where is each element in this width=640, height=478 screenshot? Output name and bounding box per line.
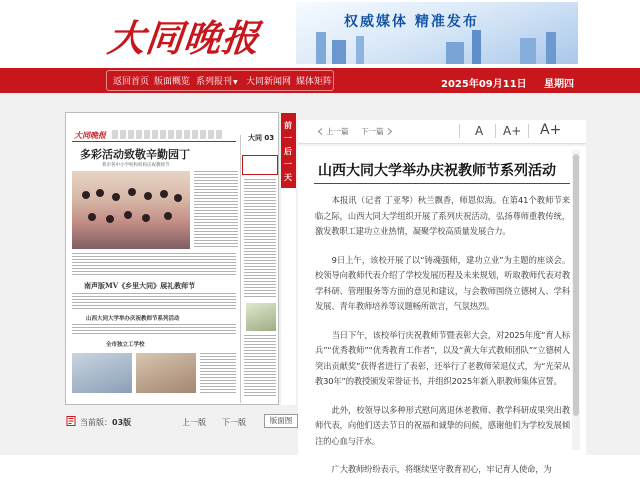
site-header bbox=[0, 0, 640, 68]
site-logo[interactable]: 大同晚报 bbox=[105, 16, 262, 60]
prev-article-button[interactable]: 上一篇 bbox=[326, 127, 349, 136]
article-paragraph: 此外，校领导以多种形式慰问离退休老教师、教学科研成果突出教师代表，向他们送去节日的祝福和诚挚的问候，感谢他们为学校发展倾注的心血与汗水。 bbox=[315, 404, 570, 446]
title-divider bbox=[314, 183, 570, 184]
issue-weekday: 星期四 bbox=[544, 79, 574, 90]
chevron-left-icon bbox=[317, 128, 324, 135]
issue-date: 2025年09月11日 bbox=[441, 79, 527, 90]
current-page-indicator bbox=[80, 417, 131, 428]
nav-home[interactable]: 返回首页 bbox=[113, 77, 150, 87]
article-body bbox=[315, 193, 570, 474]
page-overview-button[interactable]: 版面图 bbox=[264, 414, 298, 428]
nav-news-site[interactable]: 大同新闻网 bbox=[246, 77, 292, 87]
day-switch-tab[interactable] bbox=[281, 113, 296, 188]
paper-logo: 大同晚报 bbox=[74, 130, 106, 140]
article-paragraph: 广大教师纷纷表示，将继续坚守教育初心，牢记育人使命，为 bbox=[331, 464, 552, 474]
prev-page-button[interactable]: 上一版 bbox=[182, 418, 206, 427]
font-largest-button[interactable]: A+ bbox=[540, 122, 562, 138]
current-page-value: 03版 bbox=[112, 418, 132, 427]
chevron-right-icon bbox=[386, 128, 393, 135]
paper-subheadline: 我市各中小学校和机构庆祝教师节 bbox=[102, 163, 170, 168]
banner-slogan: 权威媒体 精准发布 bbox=[344, 14, 479, 30]
nav-media-matrix[interactable]: 媒体矩阵 bbox=[296, 77, 333, 87]
article-title: 山西大同大学举办庆祝教师节系列活动 bbox=[318, 163, 556, 179]
font-normal-button[interactable]: A bbox=[475, 124, 484, 138]
scrollbar-thumb[interactable] bbox=[573, 154, 579, 416]
nav-series-label: 系列报刊 bbox=[196, 77, 233, 87]
nav-series-dropdown[interactable] bbox=[196, 74, 238, 87]
chevron-down-icon: ▼ bbox=[233, 79, 238, 86]
next-article-button[interactable]: 下一篇 bbox=[361, 127, 384, 136]
paper-headline-2[interactable]: 南声版MV《乡里大同》展礼教师节 bbox=[84, 281, 196, 290]
paper-headline-3[interactable]: 山西大同大学举办庆祝教师节系列活动 bbox=[86, 316, 180, 322]
paper-page-number: 大同 03 bbox=[248, 134, 275, 142]
font-larger-button[interactable]: A+ bbox=[503, 124, 522, 138]
paper-headline-4[interactable]: 全市独立工学校 bbox=[106, 342, 145, 348]
paper-headline[interactable]: 多彩活动致敬辛勤园丁 bbox=[80, 148, 190, 161]
ad-banner[interactable] bbox=[296, 2, 578, 64]
article-paragraph: 9日上午，该校开展了以“铸魂强师，建功立业”为主题的座谈会。校领导向教师代表介绍了学校发展历程及未来规划，听取教师代表对教学科研、管理服务等方面的意见和建议，与会教师围绕立德树人、学科发展、青年教师培养等议题畅所欲言，气氛热烈。 bbox=[315, 254, 570, 311]
article-paragraph: 本报讯（记者 丁亚琴）秋兰飘香，师恩似海。在第41个教师节来临之际，山西大同大学组织开展了系列庆祝活动，弘扬尊师重教传统，激发教职工建功立业热情，凝聚学校高质量发展合力。 bbox=[315, 195, 570, 236]
article-paragraph: 当日下午，该校举行庆祝教师节暨表彰大会，对2025年度“育人标兵”“优秀教师”“优秀教育工作者”，以及“黄大年式教师团队”“立德树人突出贡献奖”获得者进行了表彰，还举行了老教师荣退仪式，为“光荣从教30年”的教授颁发荣誉证书，并组织2025年新入职教师集体宣誓。 bbox=[315, 329, 570, 386]
newspaper-page-image[interactable] bbox=[65, 112, 279, 405]
paper-photo bbox=[72, 171, 190, 249]
next-page-button[interactable]: 下一版 bbox=[222, 418, 246, 427]
current-page-label: 当前版： bbox=[80, 418, 112, 427]
page-icon bbox=[66, 416, 76, 426]
day-switch-label: 前一后一天 bbox=[284, 121, 292, 182]
nav-overview[interactable]: 版面概览 bbox=[154, 77, 191, 87]
